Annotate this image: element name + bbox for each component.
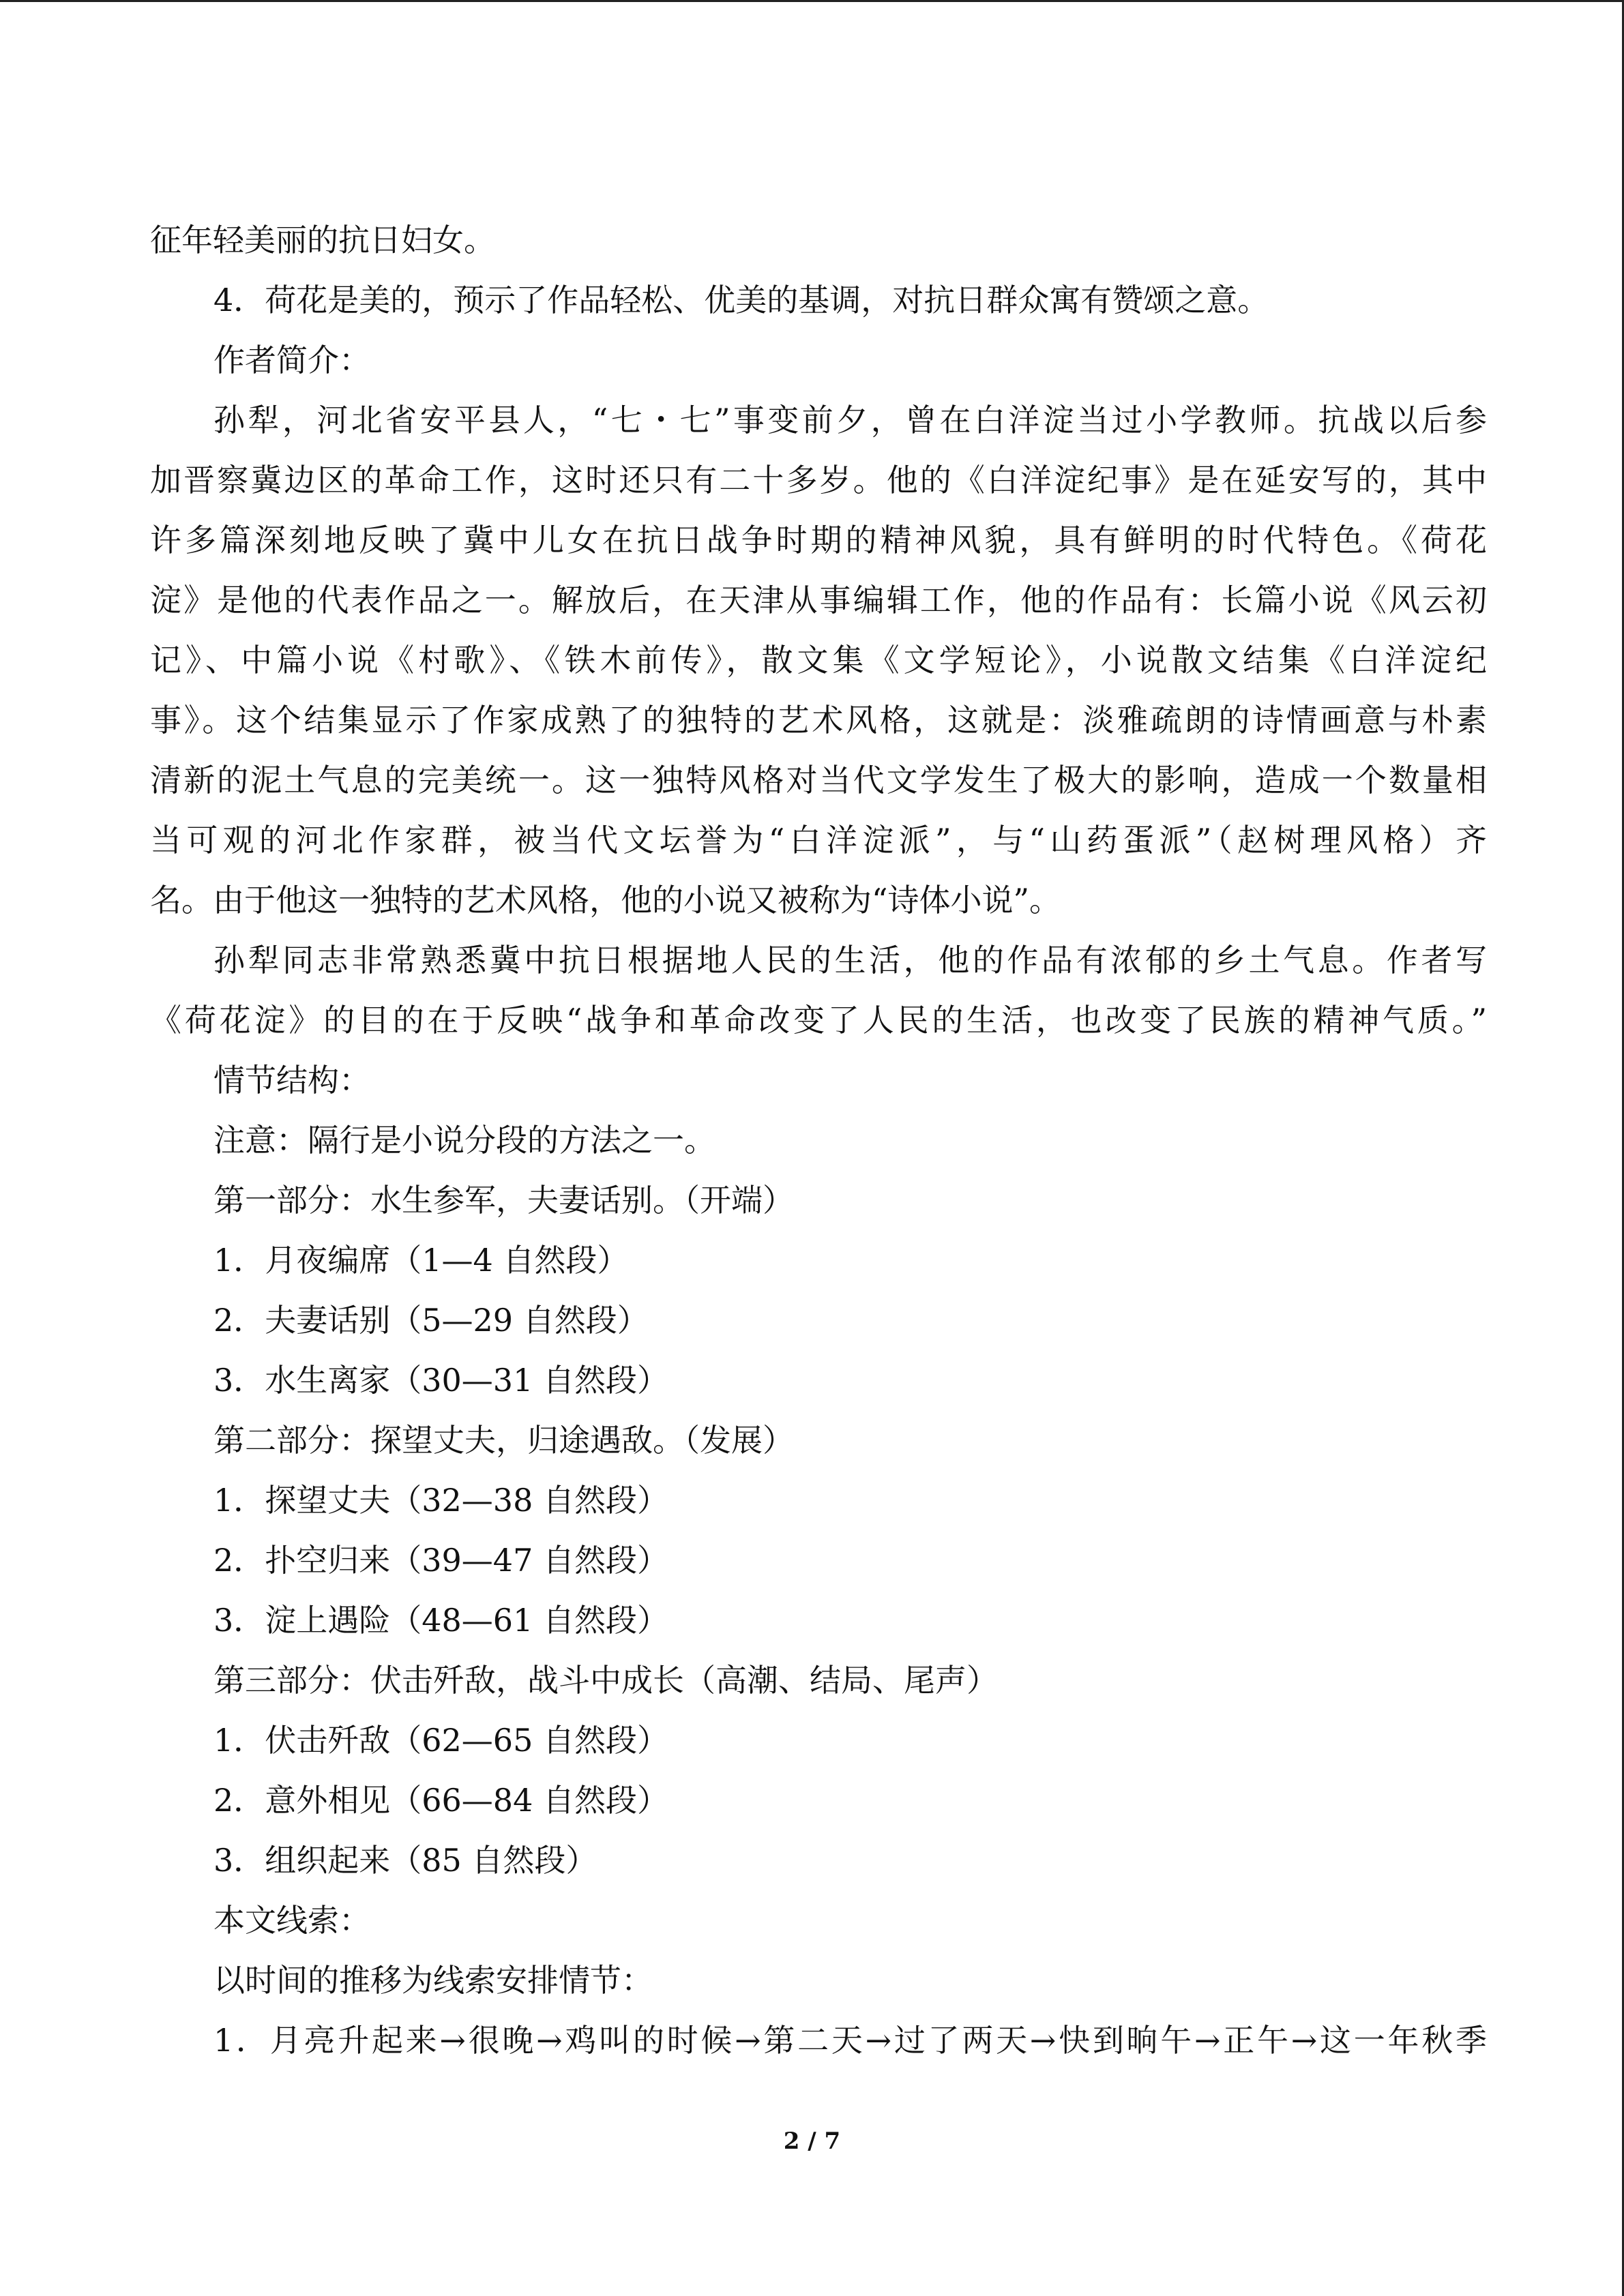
section-heading: 情节结构： — [213, 1062, 370, 1099]
list-item: 2．扑空归来（39—47 自然段） — [213, 1542, 668, 1579]
paragraph-line: 孙犁，河北省安平县人，“七・七”事变前夕，曾在白洋淀当过小学教师。抗战以后参 — [213, 402, 1487, 438]
paragraph-line: 加晋察冀边区的革命工作，这时还只有二十多岁。他的《白洋淀纪事》是在延安写的，其中 — [150, 462, 1487, 498]
list-item: 1．探望丈夫（32—38 自然段） — [213, 1482, 668, 1519]
paragraph-line: 许多篇深刻地反映了冀中儿女在抗日战争时期的精神风貌，具有鲜明的时代特色。《荷花 — [150, 522, 1487, 558]
list-item: 2．夫妻话别（5—29 自然段） — [213, 1302, 649, 1339]
note-line: 注意：隔行是小说分段的方法之一。 — [213, 1122, 715, 1159]
list-item: 3．淀上遇险（48—61 自然段） — [213, 1602, 668, 1639]
paragraph-line: 事》。这个结集显示了作家成熟了的独特的艺术风格，这就是：淡雅疏朗的诗情画意与朴素 — [150, 702, 1487, 739]
list-item: 1．伏击歼敌（62—65 自然段） — [213, 1722, 668, 1759]
page-border-top — [0, 0, 1624, 2]
page-number: 2 / 7 — [783, 2128, 841, 2155]
paragraph-line: 名。由于他这一独特的艺术风格，他的小说又被称为“诗体小说”。 — [150, 882, 1061, 919]
part-heading: 第三部分：伏击歼敌，战斗中成长（高潮、结局、尾声） — [213, 1662, 998, 1699]
paragraph-line: 以时间的推移为线索安排情节： — [213, 1962, 653, 1999]
list-item: 3．组织起来（85 自然段） — [213, 1842, 597, 1879]
section-heading: 作者简介： — [213, 342, 370, 378]
paragraph-line: 清新的泥土气息的完美统一。这一独特风格对当代文学发生了极大的影响，造成一个数量相 — [150, 762, 1487, 799]
part-heading: 第二部分：探望丈夫，归途遇敌。（发展） — [213, 1422, 794, 1459]
paragraph-line: 征年轻美丽的抗日妇女。 — [150, 222, 495, 258]
paragraph-line: 淀》是他的代表作品之一。解放后，在天津从事编辑工作，他的作品有：长篇小说《风云初 — [150, 582, 1487, 618]
document-body — [150, 210, 1487, 2070]
part-heading: 第一部分：水生参军，夫妻话别。（开端） — [213, 1182, 794, 1219]
list-item: 3．水生离家（30—31 自然段） — [213, 1362, 668, 1399]
list-item: 2．意外相见（66—84 自然段） — [213, 1782, 668, 1819]
paragraph-line: 记》、中篇小说《村歌》、《铁木前传》，散文集《文学短论》，小说散文结集《白洋淀纪 — [150, 642, 1487, 679]
list-item: 1．月亮升起来→很晚→鸡叫的时候→第二天→过了两天→快到晌午→正午→这一年秋季 — [213, 2022, 1487, 2059]
section-heading: 本文线索： — [213, 1902, 370, 1939]
paragraph-line: 孙犁同志非常熟悉冀中抗日根据地人民的生活，他的作品有浓郁的乡土气息。作者写 — [213, 942, 1487, 979]
list-item: 1．月夜编席（1—4 自然段） — [213, 1242, 629, 1279]
paragraph-line: 4．荷花是美的，预示了作品轻松、优美的基调，对抗日群众寓有赞颂之意。 — [213, 282, 1269, 318]
paragraph-line: 当可观的河北作家群，被当代文坛誉为“白洋淀派”，与“山药蛋派”（赵树理风格）齐 — [150, 822, 1487, 859]
paragraph-line: 《荷花淀》的目的在于反映“战争和革命改变了人民的生活，也改变了民族的精神气质。” — [150, 1002, 1487, 1039]
